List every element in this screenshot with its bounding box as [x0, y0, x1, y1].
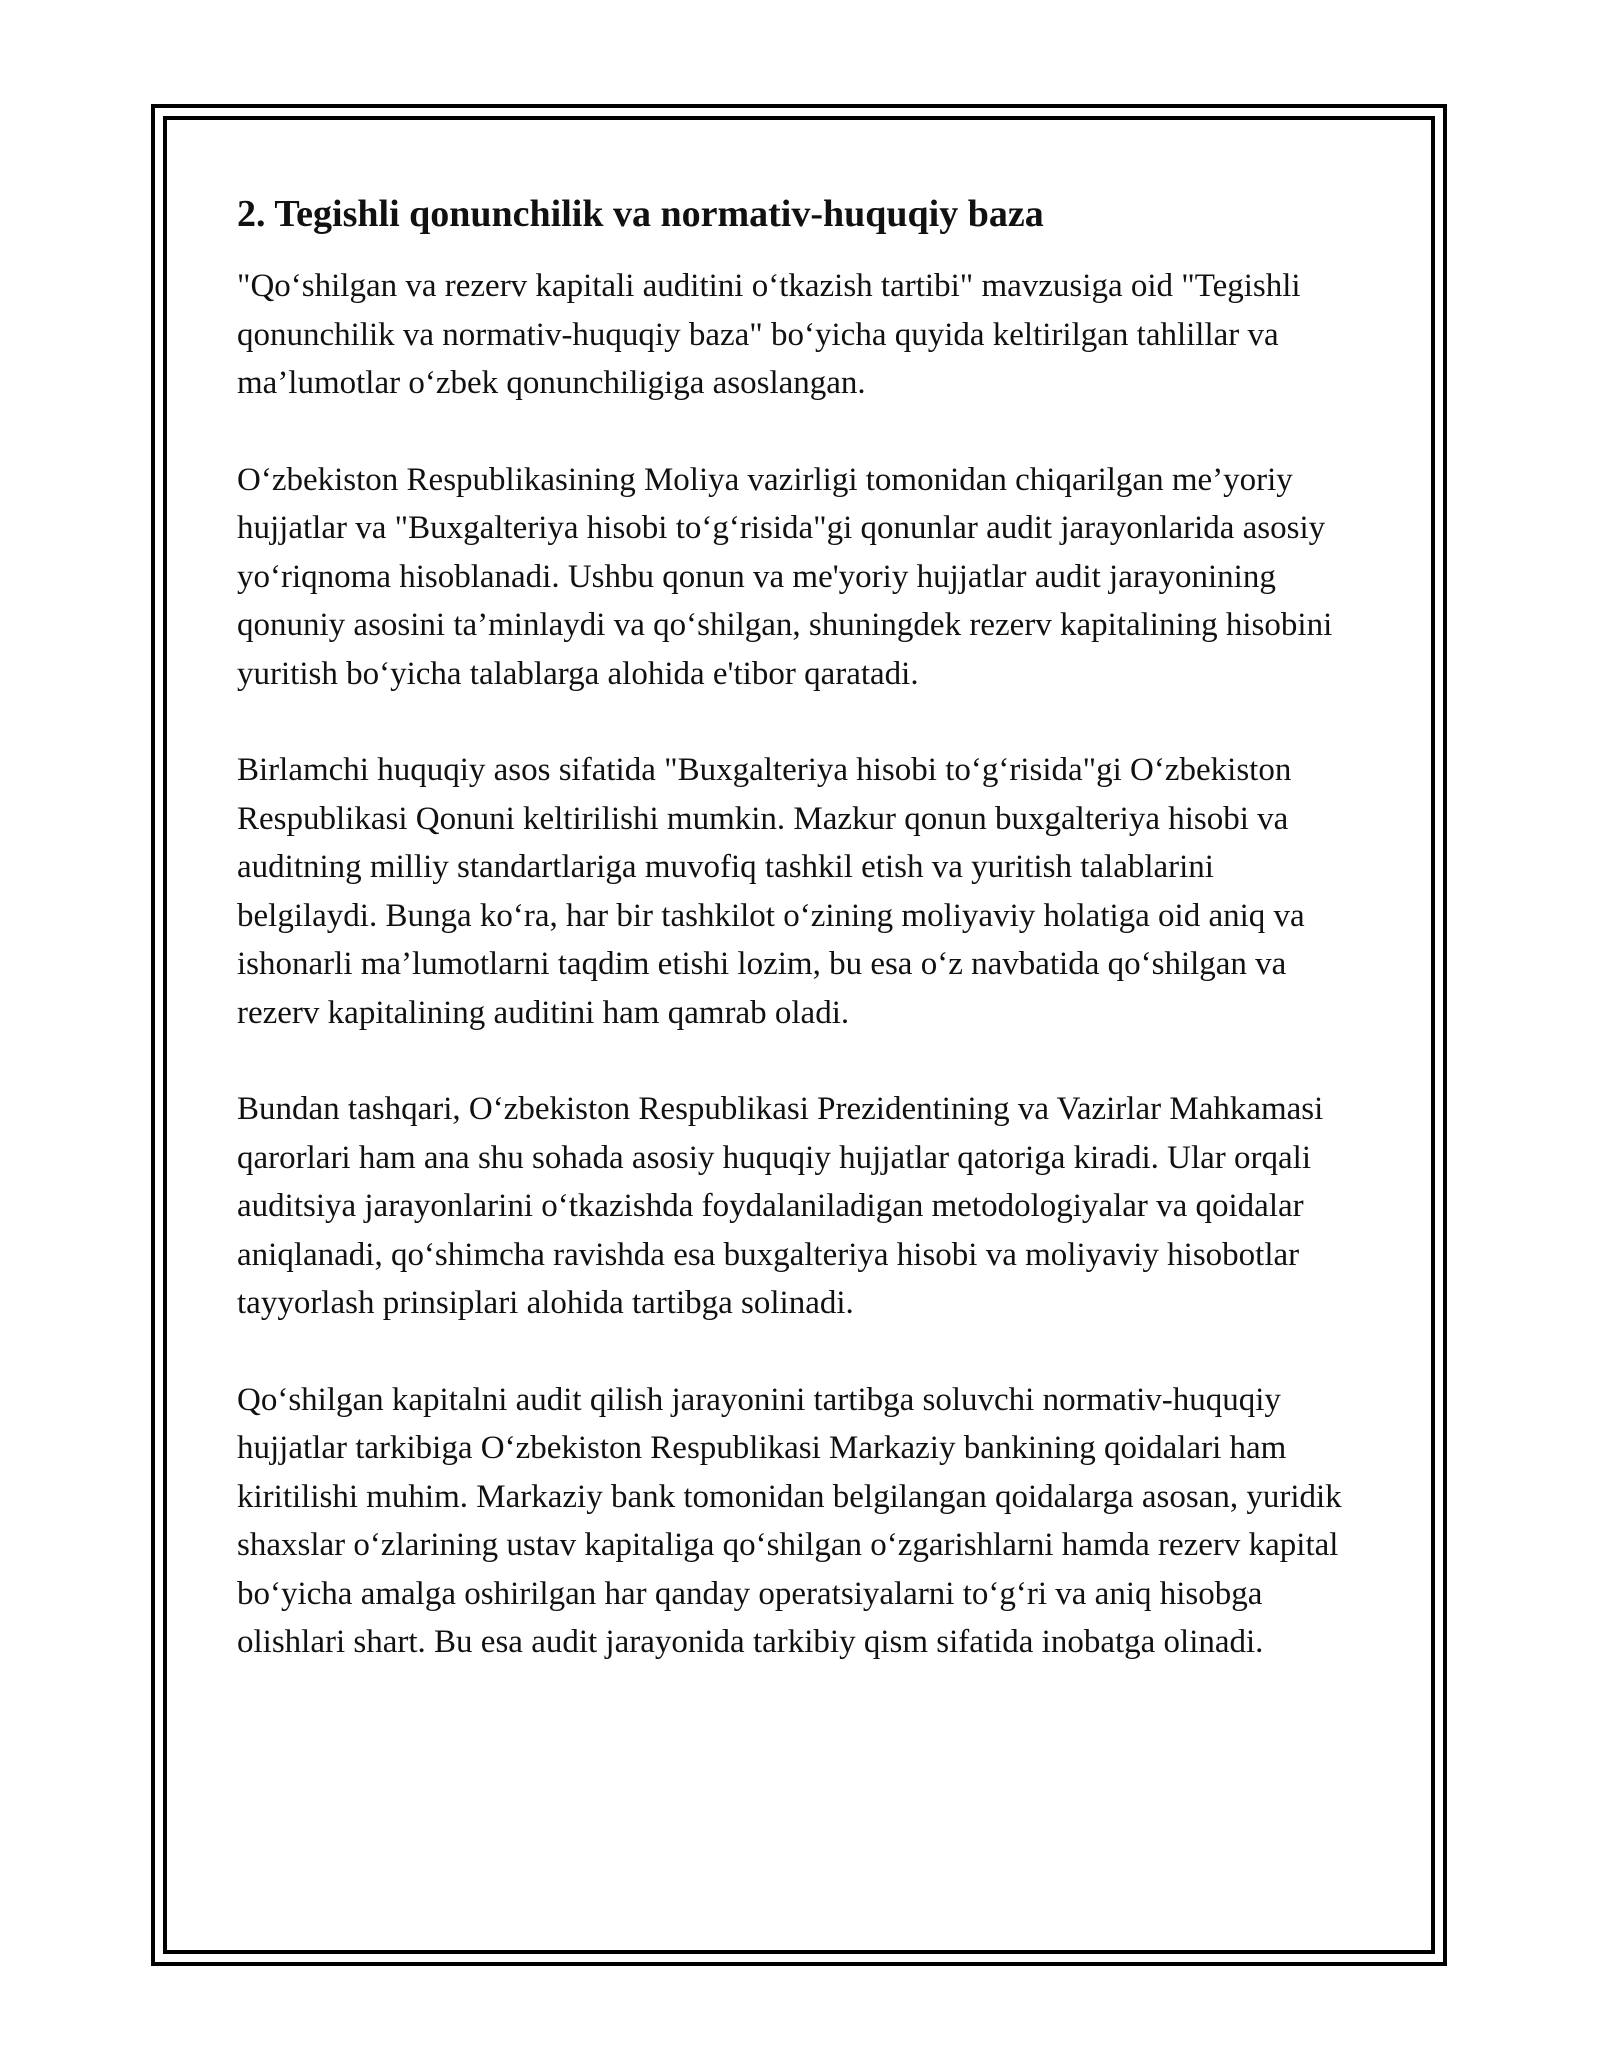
paragraph-ministry-of-finance: O‘zbekiston Respublikasining Moliya vazirligi tomonidan chiqarilgan me’yoriy hujjatlar va "Buxgalteriya hisobi to‘g‘risida"gi qonunlar audit jarayonlarida asosiy yo‘riqnoma hisoblanadi. Ushbu qonun va me'yoriy hujjatlar audit jarayonining qonuniy asosini ta’minlaydi va qo‘shilgan, shuningdek rezerv kapitalining hisobini yuritish bo‘yicha talablarga alohida e'tibor qaratadi.: [237, 461, 1333, 692]
paragraph-presidential-decrees: Bundan tashqari, O‘zbekiston Respublikasi Prezidentining va Vazirlar Mahkamasi qarorlari ham ana shu sohada asosiy huquqiy hujjatlar qatoriga kiradi. Ular orqali auditsiya jarayonlarini o‘tkazishda foydalaniladigan metodologiyalar va qoidalar aniqlanadi, qo‘shimcha ravishda esa buxgalteriya hisobi va moliyaviy hisobotlar tayyorlash prinsiplari alohida tartibga solinadi.: [237, 1091, 1324, 1321]
paragraph-central-bank: Qo‘shilgan kapitalni audit qilish jarayonini tartibga soluvchi normativ-huquqiy hujjatlar tarkibiga O‘zbekiston Respublikasi Markaziy bankining qoidalari ham kiritilishi muhim. Markaziy bank tomonidan belgilangan qoidalarga asosan, yuridik shaxslar o‘zlarining ustav kapitaliga qo‘shilgan o‘zgarishlarni hamda rezerv kapital bo‘yicha amalga oshirilgan har qanday operatsiyalarni to‘g‘ri va aniq hisobga olishlari shart. Bu esa audit jarayonida tarkibiy qism sifatida inobatga olinadi.: [237, 1381, 1342, 1660]
section-heading: 2. Tegishli qonunchilik va normativ-huquqiy baza: [237, 193, 1044, 235]
document-body: [237, 186, 1357, 1667]
paragraph-accounting-law: Birlamchi huquqiy asos sifatida "Buxgalteriya hisobi to‘g‘risida"gi O‘zbekiston Respublikasi Qonuni keltirilishi mumkin. Mazkur qonun buxgalteriya hisobi va auditning milliy standartlariga muvofiq tashkil etish va yuritish talablarini belgilaydi. Bunga ko‘ra, har bir tashkilot o‘zining moliyaviy holatiga oid aniq va ishonarli ma’lumotlarni taqdim etishi lozim, bu esa o‘z navbatida qo‘shilgan va rezerv kapitalining auditini ham qamrab oladi.: [237, 752, 1305, 1031]
paragraph-intro: "Qo‘shilgan va rezerv kapitali auditini o‘tkazish tartibi" mavzusiga oid "Tegishli qonunchilik va normativ-huquqiy baza" bo‘yicha quyida keltirilgan tahlillar va ma’lumotlar o‘zbek qonunchiligiga asoslangan.: [237, 268, 1301, 401]
